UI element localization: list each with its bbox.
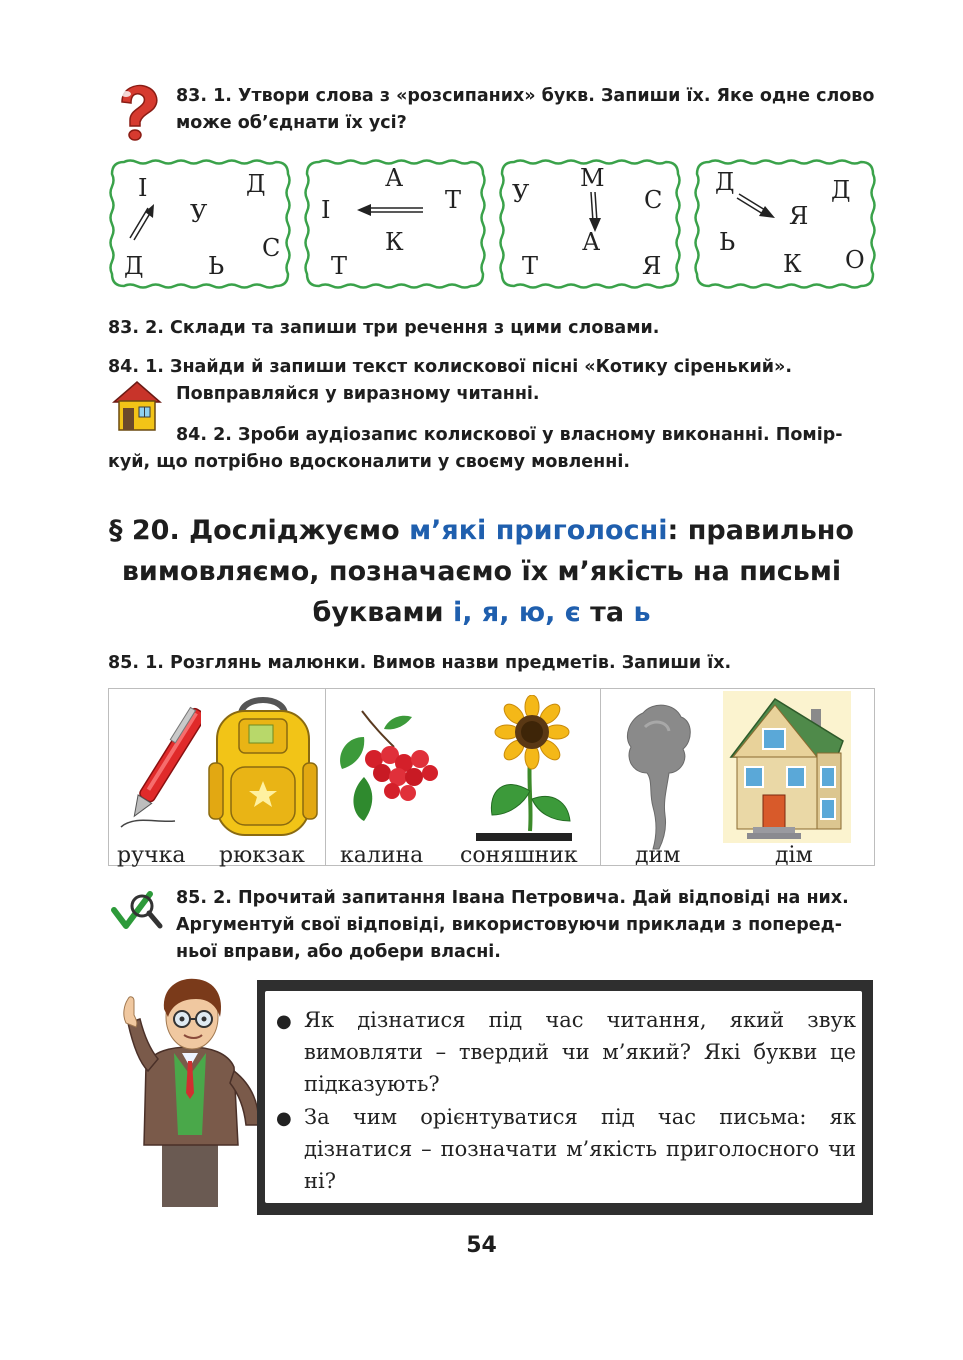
teacher-illustration — [112, 975, 262, 1211]
heading-text: та — [580, 597, 634, 628]
task-number: 83. 1. — [176, 86, 232, 106]
task-number: 83. 2. — [108, 318, 164, 338]
pen-image — [115, 697, 201, 843]
puzzle-letter: С — [644, 186, 663, 214]
house-icon — [112, 378, 162, 432]
puzzle-letter: О — [845, 246, 865, 274]
task-number: 84. 1. — [108, 357, 164, 377]
task-84-1-line2: Повправляйся у виразному читанні. — [176, 384, 540, 404]
puzzle-letter: Д — [831, 176, 851, 204]
task-text: Розглянь малюнки. Вимов назви предметів. Запиши їх. — [170, 653, 732, 673]
puzzle-letter: У — [512, 180, 530, 208]
picture-panel-3 — [600, 688, 875, 866]
heading-text: § 20. Досліджуємо — [109, 515, 410, 546]
puzzle-letter: Т — [331, 252, 348, 280]
sunflower-image — [474, 695, 584, 847]
puzzle-letter: Д — [715, 168, 735, 196]
task-text: Зроби аудіозапис колискової у власному виконанні. Помір- — [238, 425, 843, 445]
viburnum-image — [334, 707, 444, 829]
heading-highlight: ь — [633, 597, 651, 628]
picture-panel-2 — [325, 688, 601, 866]
magnifier-check-icon — [110, 888, 166, 934]
task-text: Знайди й запиши текст колискової пісні «Котику сіренький». — [170, 357, 793, 377]
task-number: 85. 1. — [108, 653, 164, 673]
task-84-1 — [108, 354, 874, 381]
puzzle-letter: С — [262, 234, 281, 262]
puzzle-letter: Т — [445, 186, 462, 214]
puzzle-letter: К — [783, 250, 802, 278]
puzzle-letter: Ь — [719, 228, 736, 256]
page-number: 54 — [466, 1233, 497, 1258]
question-mark-icon — [112, 82, 164, 142]
task-83-1-line2: може об’єднати їх усі? — [176, 113, 407, 133]
task-85-2-line3: ньої вправи, або добери власні. — [176, 942, 501, 962]
question-2: За чим орієнтуватися під час письма: як дізнатися – позначати м’якість приголосного чи ні? — [304, 1105, 856, 1193]
heading-highlight: м’які приголосні — [409, 515, 668, 546]
backpack-image — [205, 693, 321, 843]
puzzle-letter: М — [580, 164, 605, 192]
puzzle-letter: І — [321, 196, 331, 224]
puzzle-letter: Д — [246, 170, 266, 198]
picture-caption: ручка — [117, 843, 186, 868]
puzzle-letter: Я — [789, 202, 809, 230]
puzzle-letter: К — [385, 228, 404, 256]
puzzle-letter: А — [385, 164, 404, 192]
letter-puzzle-4 — [693, 158, 877, 290]
task-85-2 — [176, 885, 874, 912]
picture-caption: дим — [635, 843, 681, 868]
puzzle-letter: І — [138, 174, 148, 202]
letter-puzzle-3 — [498, 158, 682, 290]
task-number: 85. 2. — [176, 888, 232, 908]
picture-caption: дім — [775, 843, 813, 868]
section-heading — [80, 510, 883, 633]
task-number: 84. 2. — [176, 425, 232, 445]
puzzle-letter: А — [582, 228, 601, 256]
picture-caption: рюкзак — [219, 843, 305, 868]
bullet-icon: ● — [276, 1011, 292, 1032]
task-84-2-line2: куй, що потрібно вдосконалити у своєму мовленні. — [108, 452, 631, 472]
bullet-icon: ● — [276, 1108, 292, 1129]
heading-text: буквами — [312, 597, 453, 628]
heading-highlight: і, я, ю, є — [452, 597, 581, 628]
task-83-1 — [176, 83, 874, 110]
heading-text: : правильно — [667, 515, 854, 546]
task-85-2-line2: Аргументуй свої відповіді, використовуючи приклади з поперед- — [176, 915, 843, 935]
puzzle-letter: Т — [522, 252, 539, 280]
task-84-2 — [176, 422, 874, 449]
task-83-2 — [108, 315, 659, 342]
picture-caption: калина — [340, 843, 424, 868]
puzzle-letter: Ь — [208, 252, 225, 280]
puzzle-letter: У — [190, 200, 208, 228]
question-1: Як дізнатися під час читання, який звук вимовляти – твердий чи м’який? Які букви це підказують? — [304, 1008, 856, 1096]
picture-panel-1 — [108, 688, 326, 866]
task-text: Прочитай запитання Івана Петровича. Дай відповіді на них. — [238, 888, 849, 908]
task-85-1 — [108, 650, 731, 677]
letter-puzzle-2 — [303, 158, 487, 290]
puzzle-letter: Д — [124, 252, 144, 280]
heading-text: вимовляємо, позначаємо їх м’якість на письмі — [121, 556, 842, 587]
letter-puzzle-1 — [108, 158, 292, 290]
smoke-image — [623, 701, 695, 855]
house-image — [723, 691, 851, 847]
puzzle-letter: Я — [642, 252, 662, 280]
picture-caption: соняшник — [460, 843, 578, 868]
task-text: Склади та запиши три речення з цими словами. — [170, 318, 660, 338]
task-text: Утвори слова з «розсипаних» букв. Запиши їх. Яке одне слово — [238, 86, 875, 106]
